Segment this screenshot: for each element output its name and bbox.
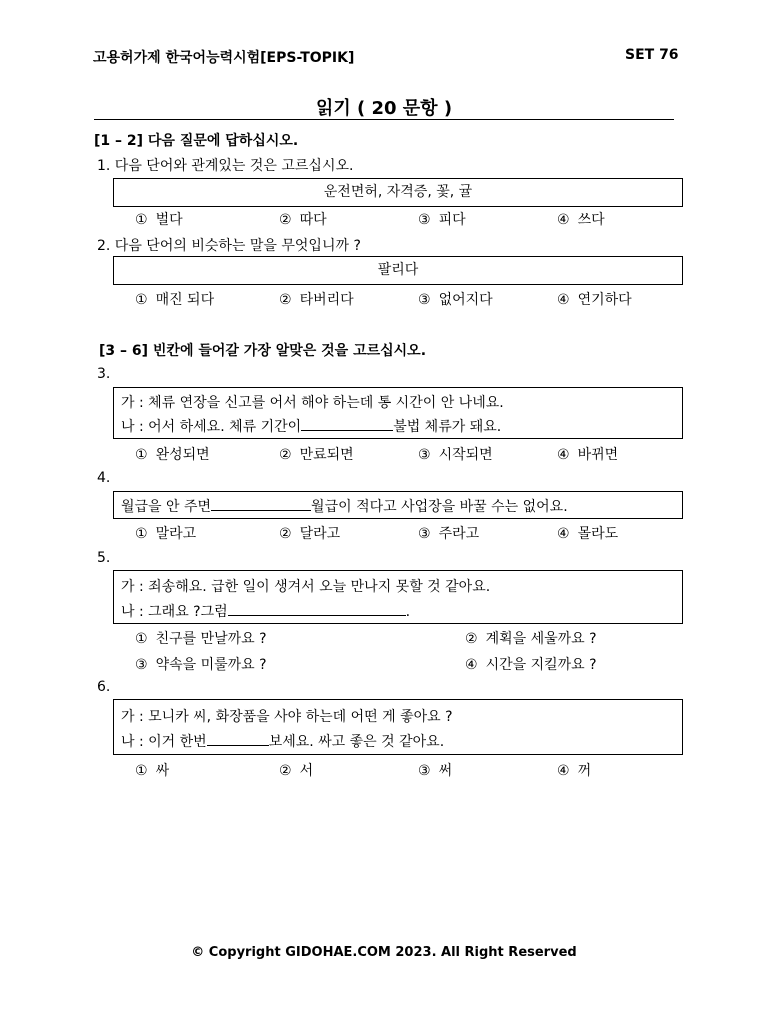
question-3-line-2: 나 : 어서 하세요. 체류 기간이 불법 체류가 돼요.: [121, 416, 501, 436]
q3-option-3[interactable]: ③ 시작되면: [418, 447, 493, 463]
q6-option-1[interactable]: ① 싸: [135, 763, 170, 779]
question-6-box: [113, 699, 683, 755]
question-3-label: 3.: [97, 366, 111, 382]
question-1-label: 1. 다음 단어와 관계있는 것은 고르십시오.: [97, 158, 354, 174]
question-4-box: [113, 491, 683, 519]
q5-option-3[interactable]: ③ 약속을 미룰까요 ?: [135, 657, 267, 673]
question-3-box: [113, 387, 683, 439]
q5-option-1[interactable]: ① 친구를 만날까요 ?: [135, 631, 267, 647]
q1-option-3[interactable]: ③ 피다: [418, 212, 466, 228]
question-6-label: 6.: [97, 679, 111, 695]
q1-option-2[interactable]: ② 따다: [279, 212, 327, 228]
answer-blank: [211, 496, 311, 511]
header-title: 고용허가제 한국어능력시험[EPS-TOPIK]: [93, 50, 355, 66]
question-1-box: [113, 178, 683, 207]
q3-option-4[interactable]: ④ 바뀌면: [557, 447, 619, 463]
question-5-box: [113, 570, 683, 624]
q2-option-4[interactable]: ④ 연기하다: [557, 292, 632, 308]
section-2-instruction: [3 – 6] 빈칸에 들어갈 가장 알맞은 것을 고르십시오.: [99, 343, 427, 359]
question-2-box: [113, 256, 683, 285]
q5-option-2[interactable]: ② 계획을 세울까요 ?: [465, 631, 597, 647]
q4-option-3[interactable]: ③ 주라고: [418, 526, 480, 542]
set-number: SET 76: [625, 47, 679, 63]
question-4-label: 4.: [97, 470, 111, 486]
answer-blank: [301, 416, 393, 431]
q6-option-3[interactable]: ③ 써: [418, 763, 453, 779]
question-5-line-2: 나 : 그래요 ?그럼 .: [121, 601, 410, 621]
question-2-label: 2. 다음 단어의 비슷하는 말을 무엇입니까 ?: [97, 238, 361, 254]
q5-option-4[interactable]: ④ 시간을 지킬까요 ?: [465, 657, 597, 673]
answer-blank: [228, 601, 406, 616]
q2-option-3[interactable]: ③ 없어지다: [418, 292, 493, 308]
q1-option-4[interactable]: ④ 쓰다: [557, 212, 605, 228]
q2-option-1[interactable]: ① 매진 되다: [135, 292, 215, 308]
question-5-label: 5.: [97, 550, 111, 566]
q1-option-1[interactable]: ① 벌다: [135, 212, 183, 228]
question-4-line-1: 월급을 안 주면 월급이 적다고 사업장을 바꿀 수는 없어요.: [121, 496, 568, 516]
question-3-line-1: 가 : 체류 연장을 신고를 어서 해야 하는데 통 시간이 안 나네요.: [121, 395, 504, 411]
section-1-instruction: [1 – 2] 다음 질문에 답하십시오.: [94, 133, 299, 149]
page-title: 읽기 ( 20 문항 ): [315, 98, 453, 119]
question-5-line-1: 가 : 죄송해요. 급한 일이 생겨서 오늘 만나지 못할 것 같아요.: [121, 579, 491, 595]
q4-option-1[interactable]: ① 말라고: [135, 526, 197, 542]
q6-option-2[interactable]: ② 서: [279, 763, 314, 779]
q4-option-4[interactable]: ④ 몰라도: [557, 526, 619, 542]
copyright-footer: © Copyright GIDOHAE.COM 2023. All Right Reserved: [191, 945, 577, 960]
q4-option-2[interactable]: ② 달라고: [279, 526, 341, 542]
q3-option-2[interactable]: ② 만료되면: [279, 447, 354, 463]
q2-option-2[interactable]: ② 타버리다: [279, 292, 354, 308]
q6-option-4[interactable]: ④ 꺼: [557, 763, 592, 779]
q3-option-1[interactable]: ① 완성되면: [135, 447, 210, 463]
question-6-line-1: 가 : 모니카 씨, 화장품을 사야 하는데 어떤 게 좋아요 ?: [121, 709, 453, 725]
question-2-box-text: 팔리다: [377, 262, 419, 278]
answer-blank: [207, 731, 269, 746]
question-6-line-2: 나 : 이거 한번 보세요. 싸고 좋은 것 같아요.: [121, 731, 444, 751]
title-underline: [94, 119, 674, 120]
question-1-box-text: 운전면허, 자격증, 꽃, 귤: [323, 184, 473, 200]
